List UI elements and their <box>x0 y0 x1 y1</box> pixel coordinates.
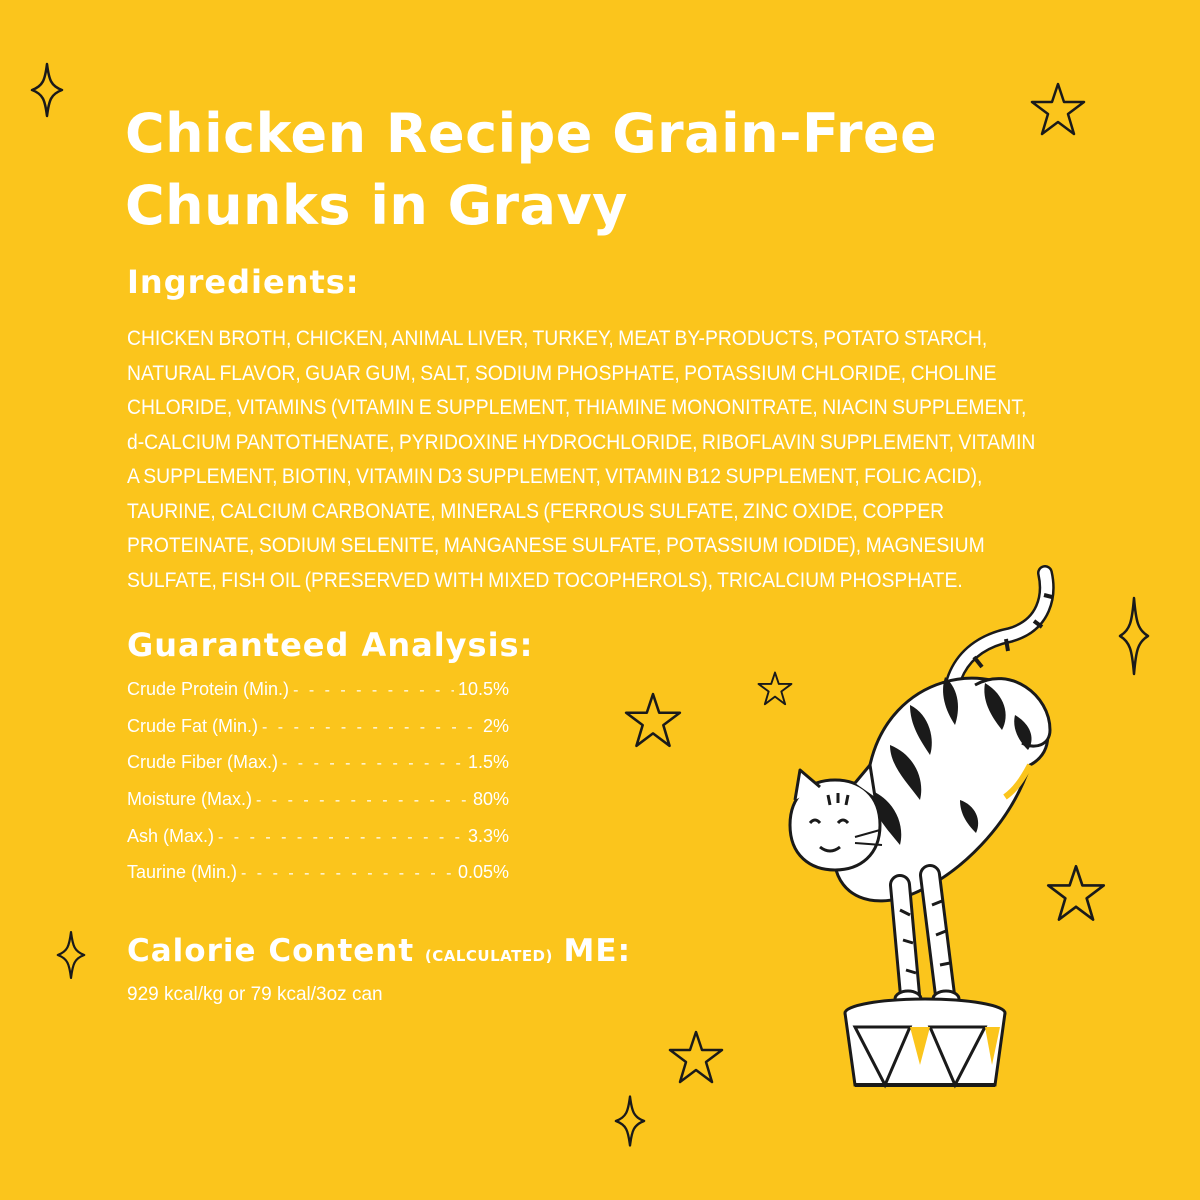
dotted-leader <box>282 755 464 773</box>
analysis-label: Moisture (Max.) <box>127 789 253 810</box>
analysis-label: Crude Fiber (Max.) <box>127 752 279 773</box>
analysis-row <box>127 789 509 826</box>
star-icon <box>622 690 684 752</box>
analysis-row <box>127 716 509 753</box>
calorie-heading-main: Calorie Content <box>127 933 415 969</box>
calorie-heading-small: (CALCULATED) <box>424 947 553 965</box>
sparkle-icon <box>614 1092 646 1150</box>
analysis-row <box>127 752 509 789</box>
dotted-leader <box>262 719 479 737</box>
calorie-content-heading <box>127 933 631 969</box>
calorie-heading-end: ME: <box>563 933 631 969</box>
ingredients-list: CHICKEN BROTH, CHICKEN, ANIMAL LIVER, TURKEY, MEAT BY-PRODUCTS, POTATO STARCH, NATURAL FLAVOR, GUAR GUM, SALT, SODIUM PHOSPHATE, POTASSIUM CHLORIDE, CHOLINE CHLORIDE, VITAMINS (VITAMIN E SUPPLEMENT, THIAMINE MONONITRATE, NIACIN SUPPLEMENT, d-CALCIUM PANTOTHENATE, PYRIDOXINE HYDROCHLORIDE, RIBOFLAVIN SUPPLEMENT, VITAMIN A SUPPLEMENT, BIOTIN, VITAMIN D3 SUPPLEMENT, VITAMIN B12 SUPPLEMENT, FOLIC ACID), TAURINE, CALCIUM CARBONATE, MINERALS (FERROUS SULFATE, ZINC OXIDE, COPPER PROTEINATE, SODIUM SELENITE, MANGANESE SULFATE, POTASSIUM IODIDE), MAGNESIUM SULFATE, FISH OIL (PRESERVED WITH MIXED TOCOPHEROLS), TRICALCIUM PHOSPHATE. <box>127 327 1036 592</box>
sparkle-icon <box>56 930 86 980</box>
analysis-value: 3.3% <box>467 825 509 846</box>
analysis-label: Crude Protein (Min.) <box>127 679 290 699</box>
analysis-value: 2% <box>482 715 509 736</box>
dotted-leader <box>241 865 454 883</box>
analysis-row <box>127 679 509 716</box>
analysis-value: 80% <box>472 789 509 810</box>
dotted-leader <box>256 792 469 810</box>
guaranteed-analysis-table <box>127 679 509 899</box>
analysis-value: 10.5% <box>457 679 509 699</box>
star-icon <box>1028 80 1088 140</box>
sparkle-icon <box>30 62 64 118</box>
analysis-label: Ash (Max.) <box>127 825 215 846</box>
star-icon <box>666 1028 726 1088</box>
analysis-value: 0.05% <box>457 862 509 883</box>
analysis-value: 1.5% <box>467 752 509 773</box>
calorie-content-value: 929 kcal/kg or 79 kcal/3oz can <box>127 984 383 1005</box>
analysis-row <box>127 826 509 863</box>
product-title: Chicken Recipe Grain-Free Chunks in Gravy <box>125 102 938 237</box>
sparkle-icon <box>1118 596 1150 676</box>
analysis-label: Crude Fat (Min.) <box>127 715 259 736</box>
ingredients-heading: Ingredients: <box>127 263 360 301</box>
analysis-row <box>127 862 509 899</box>
guaranteed-analysis-heading: Guaranteed Analysis: <box>127 626 534 664</box>
circus-cat-illustration <box>760 565 1080 1095</box>
dotted-leader <box>293 682 454 700</box>
analysis-label: Taurine (Min.) <box>127 862 238 883</box>
dotted-leader <box>218 829 464 847</box>
